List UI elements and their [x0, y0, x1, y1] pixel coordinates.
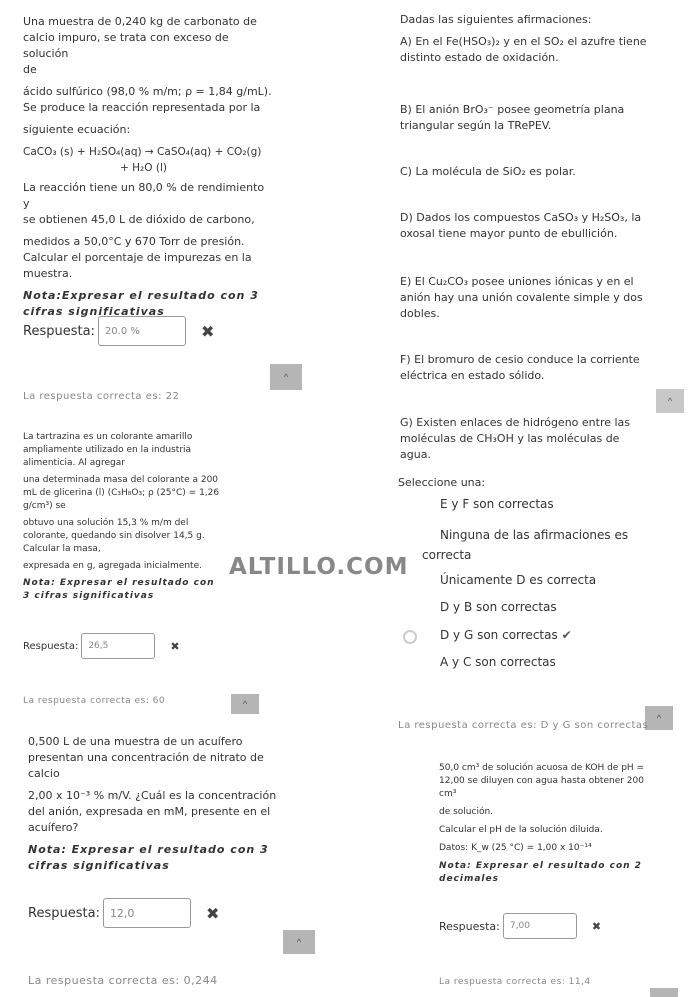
q1-line: de: [23, 63, 37, 76]
select-label: Seleccione una:: [398, 476, 486, 489]
answer-row: [23, 633, 180, 659]
option-ef[interactable]: E y F son correctas: [440, 497, 554, 511]
answer-label: Respuesta:: [439, 919, 500, 933]
q1-line: siguiente ecuación:: [23, 123, 131, 136]
option-d[interactable]: Únicamente D es correcta: [440, 573, 597, 587]
note: Nota:Expresar el resultado con 3 cifras significativas: [23, 289, 259, 318]
q1-line: La reacción tiene un 80,0 % de rendimiento y: [23, 181, 265, 210]
answer-row: [28, 898, 219, 928]
q1-line: medidos a 50,0°C y 670 Torr de presión.: [23, 235, 245, 248]
question-3: [28, 734, 278, 874]
statement-f: F) El bromuro de cesio conduce la corriente eléctrica en estado sólido.: [400, 353, 640, 382]
note: Nota: Expresar el resultado con 2 decimales: [439, 861, 642, 884]
statement-c: C) La molécula de SiO₂ es polar.: [400, 165, 576, 178]
equation-cont: + H₂O (l): [120, 162, 167, 174]
q1-line: ácido sulfúrico (98,0 % m/m; ρ = 1,84 g/mL).: [23, 85, 272, 98]
answer-input[interactable]: 26,5: [81, 633, 155, 659]
q3-line: calcio: [28, 767, 60, 780]
option-ninguna[interactable]: Ninguna de las afirmaciones es correcta: [422, 528, 629, 562]
q1-line: Calcular el porcentaje de impurezas en la: [23, 251, 252, 264]
q3-line: presentan una concentración de nitrato de: [28, 751, 264, 764]
q2-line: Calcular la masa,: [23, 544, 101, 554]
radio-selected[interactable]: [403, 630, 417, 644]
q2-line: ampliamente utilizado en la industria: [23, 445, 192, 455]
statement-g: G) Existen enlaces de hidrógeno entre las moléculas de CH₃OH y las moléculas de agua.: [400, 416, 631, 461]
scroll-up-button[interactable]: ^: [231, 694, 259, 714]
option-dg-label: D y G son correctas: [440, 628, 558, 642]
wrong-icon: ✖: [591, 919, 602, 933]
answer-label: Respuesta:: [23, 640, 79, 652]
answer-row: [439, 913, 601, 939]
answer-input[interactable]: 20.0 %: [98, 316, 186, 346]
q1-line: calcio impuro, se trata con exceso de solución: [23, 31, 229, 60]
q3-line: acuífero?: [28, 821, 79, 834]
scroll-up-button[interactable]: ^: [283, 930, 315, 954]
correct-answer: La respuesta correcta es: 11,4: [439, 977, 591, 987]
question-1: [23, 14, 273, 320]
q5-line: 12,00 se diluyen con agua hasta obtener 200: [439, 776, 644, 786]
q2-line: mL de glicerina (l) (C₃H₈O₃; ρ (25°C) = 1,26: [23, 488, 220, 498]
q5-line: cm³: [439, 789, 457, 799]
q5-line: Calcular el pH de la solución diluida.: [439, 825, 603, 835]
note: Nota: Expresar el resultado con 3 cifras significativas: [28, 843, 269, 872]
question-4: [400, 12, 650, 461]
q2-line: colorante, quedando sin disolver 14,5 g.: [23, 531, 205, 541]
watermark-logo: ALTILLO.COM: [229, 554, 409, 580]
q2-line: La tartrazina es un colorante amarillo: [23, 432, 193, 442]
q2-line: g/cm³) se: [23, 501, 66, 511]
answer-row: [23, 316, 214, 346]
note: Nota: Expresar el resultado con 3 cifras significativas: [23, 578, 215, 601]
statement-a: A) En el Fe(HSO₃)₂ y en el SO₂ el azufre tiene distinto estado de oxidación.: [400, 35, 647, 64]
check-icon: ✔: [561, 628, 572, 642]
statement-d: D) Dados los compuestos CaSO₃ y H₂SO₃, la oxosal tiene mayor punto de ebullición.: [400, 211, 642, 240]
scroll-button[interactable]: ^: [656, 389, 684, 413]
wrong-icon: ✖: [200, 321, 215, 341]
q3-line: del anión, expresada en mM, presente en el: [28, 805, 271, 818]
q5-line: 50,0 cm³ de solución acuosa de KOH de pH =: [439, 763, 645, 773]
q1-line: muestra.: [23, 267, 73, 280]
q3-line: 0,500 L de una muestra de un acuífero: [28, 735, 243, 748]
answer-label: Respuesta:: [23, 323, 95, 339]
q2-line: obtuvo una solución 15,3 % m/m del: [23, 518, 189, 528]
correct-answer: La respuesta correcta es: 0,244: [28, 974, 218, 987]
q1-line: Una muestra de 0,240 kg de carbonato de: [23, 15, 257, 28]
q1-line: se obtienen 45,0 L de dióxido de carbono,: [23, 213, 255, 226]
q3-line: 2,00 x 10⁻³ % m/V. ¿Cuál es la concentración: [28, 789, 277, 802]
correct-answer: La respuesta correcta es: 60: [23, 696, 166, 706]
answer-input[interactable]: 7,00: [503, 913, 577, 939]
wrong-icon: ✖: [205, 903, 220, 923]
equation: CaCO₃ (s) + H₂SO₄(aq) → CaSO₄(aq) + CO₂(g): [23, 146, 262, 158]
q2-line: alimenticia. Al agregar: [23, 458, 125, 468]
q1-line: Se produce la reacción representada por la: [23, 101, 261, 114]
option-dg[interactable]: [440, 628, 572, 642]
option-ac[interactable]: A y C son correctas: [440, 655, 556, 669]
q2-line: una determinada masa del colorante a 200: [23, 475, 219, 485]
statement-b: B) El anión BrO₃⁻ posee geometría plana triangular según la TRePEV.: [400, 103, 625, 132]
scroll-up-button[interactable]: ^: [645, 706, 673, 730]
q5-line: Datos: K_w (25 °C) = 1,00 x 10⁻¹⁴: [439, 843, 592, 853]
answer-input[interactable]: 12,0: [103, 898, 191, 928]
question-2: [23, 431, 223, 603]
q5-line: de solución.: [439, 807, 494, 817]
statement-e: E) El Cu₂CO₃ posee uniones iónicas y en el anión hay una unión covalente simple y dos dobles.: [400, 275, 643, 320]
answer-label: Respuesta:: [28, 905, 100, 921]
question-5: [439, 762, 669, 886]
q4-intro: Dadas las siguientes afirmaciones:: [400, 13, 592, 26]
option-db[interactable]: D y B son correctas: [440, 600, 557, 614]
wrong-icon: ✖: [170, 639, 180, 653]
scroll-button[interactable]: [650, 988, 678, 997]
q2-line: expresada en g, agregada inicialmente.: [23, 561, 202, 571]
correct-answer: La respuesta correcta es: D y G son correctas: [398, 720, 649, 731]
scroll-up-button[interactable]: ^: [270, 364, 302, 390]
correct-answer: La respuesta correcta es: 22: [23, 391, 180, 402]
